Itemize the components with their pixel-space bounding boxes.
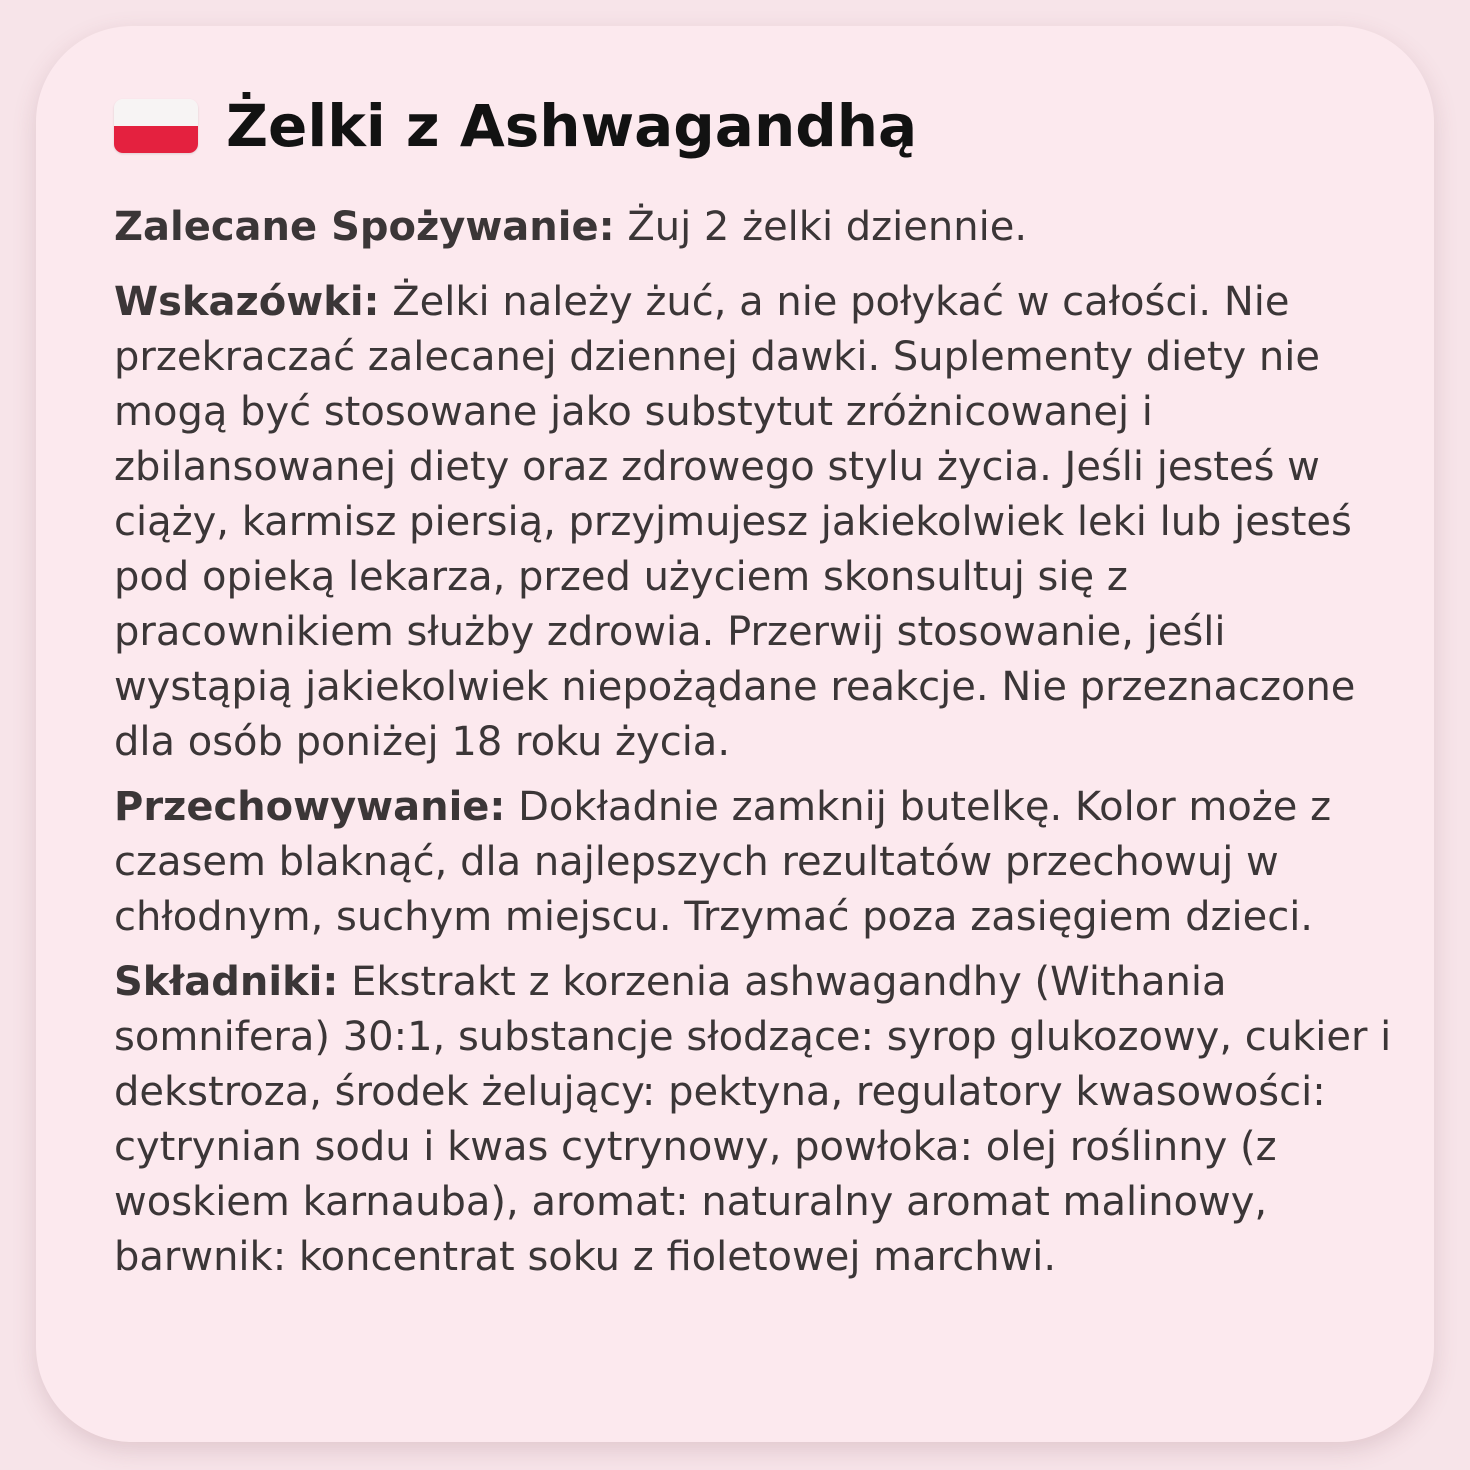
card-body (114, 200, 1396, 1295)
section-label: Zalecane Spożywanie: (114, 204, 615, 250)
section-directions (114, 275, 1396, 770)
section-text: Żuj 2 żelki dziennie. (614, 204, 1028, 250)
card-title: Żelki z Ashwagandhą (226, 92, 918, 160)
info-card (36, 26, 1434, 1442)
card-header (114, 88, 917, 164)
section-text: Dokładnie zamknij butelkę. Kolor może z czasem blaknąć, dla najlepszych rezultatów przechowuj w chłodnym, suchym miejscu. Trzymać poza zasięgiem dzieci. (114, 784, 1332, 940)
flag-white-stripe (114, 99, 198, 126)
section-label: Przechowywanie: (114, 784, 506, 830)
section-label: Składniki: (114, 959, 339, 1005)
section-label: Wskazówki: (114, 279, 380, 325)
section-text: Ekstrakt z korzenia ashwagandhy (Withania somnifera) 30:1, substancje słodzące: syrop glukozowy, cukier i dekstroza, środek żelujący: pektyna, regulatory kwasowości: cytrynian sodu i kwas cytrynowy, powłoka: olej roślinny (z woskiem karnauba), aromat: naturalny aromat malinowy, barwnik: koncentrat soku z fioletowej marchwi. (114, 959, 1392, 1280)
flag-red-stripe (114, 126, 198, 153)
section-text: Żelki należy żuć, a nie połykać w całości. Nie przekraczać zalecanej dziennej dawki. Suplementy diety nie mogą być stosowane jako substytut zróżnicowanej i zbilansowanej diety oraz zdrowego stylu życia. Jeśli jesteś w ciąży, karmisz piersią, przyjmujesz jakiekolwiek leki lub jesteś pod opieką lekarza, przed użyciem skonsultuj się z pracownikiem służby zdrowia. Przerwij stosowanie, jeśli wystąpią jakiekolwiek niepożądane reakcje. Nie przeznaczone dla osób poniżej 18 roku życia. (114, 279, 1356, 765)
section-storage (114, 780, 1396, 945)
section-ingredients (114, 955, 1396, 1285)
poland-flag-icon (114, 99, 198, 153)
section-recommended-use (114, 200, 1396, 255)
